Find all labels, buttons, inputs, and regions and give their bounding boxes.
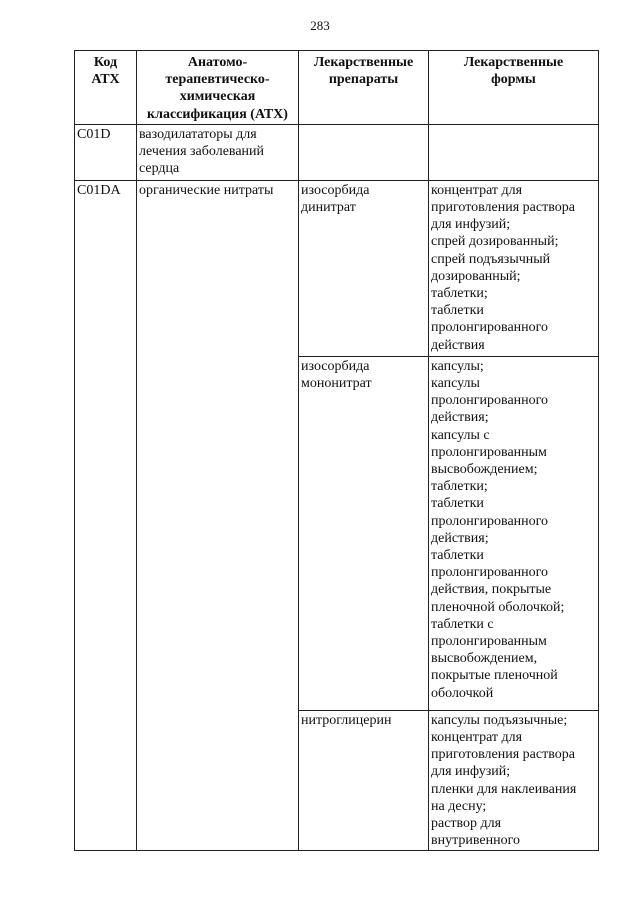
classification-cell: вазодилататоры для лечения заболеваний сердца [137, 124, 299, 180]
atx-code-cell: C01D [75, 124, 137, 180]
drug-cell: изосорбида мононитрат [299, 356, 429, 710]
page-number: 283 [310, 18, 330, 33]
drug-cell: нитроглицерин [299, 710, 429, 851]
table-row [75, 124, 599, 180]
header-atx-code: Код АТХ [75, 51, 137, 125]
classification-cell: органические нитраты [137, 180, 299, 851]
drug-cell [299, 124, 429, 180]
header-atx-classification: Анатомо- терапевтическо- химическая классификация (АТХ) [137, 51, 299, 125]
dosage-form-cell: капсулы; капсулы пролонгированного действия; капсулы с пролонгированным высвобождением; таблетки; таблетки пролонгированного действия; таблетки пролонгированного действия, покрытые пленочной оболочкой; таблетки с пролонгированным высвобождением, покрытые пленочной оболочкой [429, 356, 599, 710]
dosage-form-cell: концентрат для приготовления раствора для инфузий; спрей дозированный; спрей подъязычный дозированный; таблетки; таблетки пролонгированного действия [429, 180, 599, 356]
dosage-form-cell: капсулы подъязычные; концентрат для приготовления раствора для инфузий; пленки для наклеивания на десну; раствор для внутривенного [429, 710, 599, 851]
drug-cell: изосорбида динитрат [299, 180, 429, 356]
dosage-form-cell [429, 124, 599, 180]
header-dosage-forms: Лекарственные формы [429, 51, 599, 125]
atx-drug-table [74, 50, 599, 851]
table-row [75, 180, 599, 356]
atx-code-cell: C01DA [75, 180, 137, 851]
table-header-row [75, 51, 599, 125]
header-drugs: Лекарственные препараты [299, 51, 429, 125]
